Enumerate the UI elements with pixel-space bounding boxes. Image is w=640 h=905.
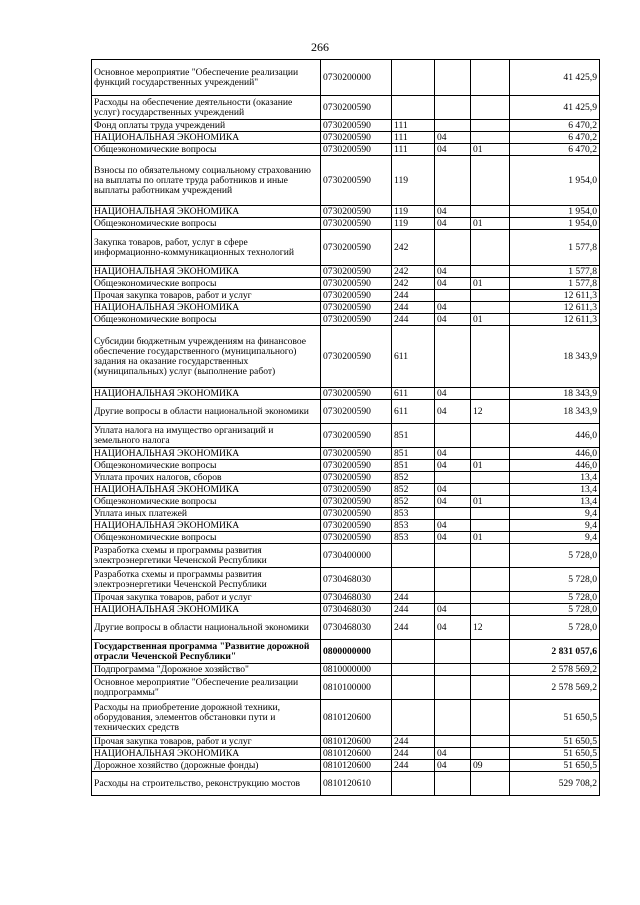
table-row [92, 664, 600, 676]
row-expense-type: 851 [392, 448, 435, 460]
row-subsection: 01 [471, 460, 510, 472]
row-target-code: 0730200590 [321, 484, 392, 496]
row-section [435, 424, 471, 448]
row-section: 04 [435, 460, 471, 472]
row-subsection: 09 [471, 760, 510, 772]
row-subsection [471, 544, 510, 568]
row-subsection [471, 156, 510, 206]
row-name: Расходы на приобретение дорожной техники, оборудования, элементов обстановки пути и технических средств [92, 700, 321, 736]
row-subsection [471, 592, 510, 604]
row-target-code: 0730200590 [321, 424, 392, 448]
row-subsection: 01 [471, 278, 510, 290]
row-target-code: 0730200590 [321, 144, 392, 156]
table-row [92, 314, 600, 326]
row-target-code: 0810120600 [321, 736, 392, 748]
row-amount: 2 578 569,2 [510, 664, 600, 676]
row-target-code: 0730200590 [321, 206, 392, 218]
row-expense-type: 853 [392, 532, 435, 544]
row-subsection [471, 736, 510, 748]
row-expense-type: 851 [392, 460, 435, 472]
row-expense-type: 611 [392, 388, 435, 400]
row-section [435, 664, 471, 676]
row-name: Общеэкономические вопросы [92, 144, 321, 156]
row-amount: 5 728,0 [510, 616, 600, 640]
row-amount: 1 577,8 [510, 230, 600, 266]
table-row [92, 676, 600, 700]
table-row [92, 604, 600, 616]
row-expense-type [392, 772, 435, 796]
row-target-code: 0730200590 [321, 508, 392, 520]
row-expense-type: 853 [392, 508, 435, 520]
table-row [92, 424, 600, 448]
row-name: Основное мероприятие "Обеспечение реализации функций государственных учреждений" [92, 60, 321, 96]
row-target-code: 0730200590 [321, 460, 392, 472]
row-section: 04 [435, 484, 471, 496]
row-name: Разработка схемы и программы развития электроэнергетики Чеченской Республики [92, 544, 321, 568]
row-target-code: 0730200590 [321, 400, 392, 424]
row-section [435, 772, 471, 796]
row-amount: 51 650,5 [510, 748, 600, 760]
row-target-code: 0810000000 [321, 664, 392, 676]
row-expense-type: 244 [392, 748, 435, 760]
row-name: Взносы по обязательному социальному страхованию на выплаты по оплате труда работников и иные выплаты работникам учреждений [92, 156, 321, 206]
row-subsection [471, 132, 510, 144]
row-amount: 18 343,9 [510, 400, 600, 424]
row-section: 04 [435, 388, 471, 400]
row-target-code: 0810120600 [321, 700, 392, 736]
row-amount: 5 728,0 [510, 604, 600, 616]
table-row [92, 302, 600, 314]
row-name: Разработка схемы и программы развития электроэнергетики Чеченской Республики [92, 568, 321, 592]
row-amount: 1 954,0 [510, 156, 600, 206]
row-section: 04 [435, 266, 471, 278]
row-target-code: 0730200590 [321, 278, 392, 290]
row-expense-type: 853 [392, 520, 435, 532]
row-amount: 6 470,2 [510, 144, 600, 156]
row-name: Подпрограмма "Дорожное хозяйство" [92, 664, 321, 676]
row-section [435, 472, 471, 484]
row-expense-type: 111 [392, 144, 435, 156]
row-expense-type: 242 [392, 266, 435, 278]
row-subsection: 01 [471, 314, 510, 326]
row-section [435, 60, 471, 96]
row-expense-type: 244 [392, 290, 435, 302]
row-target-code: 0730200590 [321, 496, 392, 508]
row-amount: 13,4 [510, 484, 600, 496]
row-amount: 1 954,0 [510, 206, 600, 218]
row-name: НАЦИОНАЛЬНАЯ ЭКОНОМИКА [92, 266, 321, 278]
row-expense-type: 242 [392, 230, 435, 266]
row-subsection [471, 748, 510, 760]
row-section [435, 544, 471, 568]
row-target-code: 0730200590 [321, 96, 392, 120]
row-expense-type: 119 [392, 218, 435, 230]
row-target-code: 0730200590 [321, 290, 392, 302]
table-row [92, 120, 600, 132]
row-expense-type: 244 [392, 604, 435, 616]
row-amount: 18 343,9 [510, 388, 600, 400]
row-target-code: 0810100000 [321, 676, 392, 700]
table-row [92, 484, 600, 496]
row-section [435, 508, 471, 520]
row-name: НАЦИОНАЛЬНАЯ ЭКОНОМИКА [92, 748, 321, 760]
table-row [92, 532, 600, 544]
row-expense-type: 244 [392, 592, 435, 604]
row-section [435, 640, 471, 664]
row-expense-type: 119 [392, 206, 435, 218]
row-section: 04 [435, 278, 471, 290]
row-name: Закупка товаров, работ, услуг в сфере информационно-коммуникационных технологий [92, 230, 321, 266]
row-section [435, 736, 471, 748]
row-section: 04 [435, 532, 471, 544]
table-row [92, 496, 600, 508]
row-amount: 9,4 [510, 532, 600, 544]
table-row [92, 230, 600, 266]
row-amount: 18 343,9 [510, 326, 600, 388]
row-section [435, 290, 471, 302]
row-subsection [471, 290, 510, 302]
row-amount: 1 577,8 [510, 266, 600, 278]
row-target-code: 0730200590 [321, 472, 392, 484]
row-name: Другие вопросы в области национальной экономики [92, 616, 321, 640]
table-row [92, 278, 600, 290]
row-subsection: 01 [471, 218, 510, 230]
row-target-code: 0730400000 [321, 544, 392, 568]
row-target-code: 0730200590 [321, 132, 392, 144]
row-subsection [471, 388, 510, 400]
row-subsection [471, 484, 510, 496]
row-subsection [471, 424, 510, 448]
table-row [92, 640, 600, 664]
table-row [92, 60, 600, 96]
table-row [92, 772, 600, 796]
row-name: Общеэкономические вопросы [92, 278, 321, 290]
row-expense-type: 611 [392, 400, 435, 424]
row-subsection [471, 640, 510, 664]
row-subsection [471, 520, 510, 532]
row-name: НАЦИОНАЛЬНАЯ ЭКОНОМИКА [92, 604, 321, 616]
row-amount: 9,4 [510, 520, 600, 532]
row-section [435, 156, 471, 206]
row-subsection [471, 568, 510, 592]
table-row [92, 760, 600, 772]
row-target-code: 0730200590 [321, 388, 392, 400]
row-section [435, 96, 471, 120]
row-name: НАЦИОНАЛЬНАЯ ЭКОНОМИКА [92, 388, 321, 400]
row-expense-type: 852 [392, 472, 435, 484]
row-target-code: 0730200000 [321, 60, 392, 96]
row-expense-type: 119 [392, 156, 435, 206]
row-target-code: 0730200590 [321, 520, 392, 532]
row-subsection [471, 700, 510, 736]
table-row [92, 156, 600, 206]
row-amount: 5 728,0 [510, 544, 600, 568]
table-row [92, 508, 600, 520]
row-target-code: 0800000000 [321, 640, 392, 664]
table-row [92, 96, 600, 120]
row-expense-type: 244 [392, 314, 435, 326]
budget-table-body [92, 60, 600, 796]
table-row [92, 520, 600, 532]
row-expense-type [392, 700, 435, 736]
row-target-code: 0730468030 [321, 604, 392, 616]
table-row [92, 144, 600, 156]
table-row [92, 736, 600, 748]
row-section [435, 568, 471, 592]
table-row [92, 460, 600, 472]
row-subsection [471, 472, 510, 484]
row-section: 04 [435, 616, 471, 640]
table-row [92, 388, 600, 400]
row-subsection [471, 206, 510, 218]
row-amount: 5 728,0 [510, 568, 600, 592]
row-name: Уплата иных платежей [92, 508, 321, 520]
row-target-code: 0730200590 [321, 266, 392, 278]
row-amount: 13,4 [510, 472, 600, 484]
row-target-code: 0810120600 [321, 748, 392, 760]
row-expense-type: 852 [392, 484, 435, 496]
row-target-code: 0730200590 [321, 314, 392, 326]
row-target-code: 0730200590 [321, 532, 392, 544]
row-name: НАЦИОНАЛЬНАЯ ЭКОНОМИКА [92, 206, 321, 218]
row-subsection: 01 [471, 144, 510, 156]
page-number: 266 [311, 40, 329, 54]
row-name: Прочая закупка товаров, работ и услуг [92, 290, 321, 302]
row-name: Государственная программа "Развитие дорожной отрасли Чеченской Республики" [92, 640, 321, 664]
row-subsection: 01 [471, 532, 510, 544]
row-section: 04 [435, 448, 471, 460]
row-name: НАЦИОНАЛЬНАЯ ЭКОНОМИКА [92, 484, 321, 496]
row-amount: 6 470,2 [510, 120, 600, 132]
row-section: 04 [435, 400, 471, 424]
row-name: НАЦИОНАЛЬНАЯ ЭКОНОМИКА [92, 448, 321, 460]
row-amount: 2 831 057,6 [510, 640, 600, 664]
row-name: НАЦИОНАЛЬНАЯ ЭКОНОМИКА [92, 520, 321, 532]
row-target-code: 0730200590 [321, 302, 392, 314]
row-name: Прочая закупка товаров, работ и услуг [92, 592, 321, 604]
table-row [92, 448, 600, 460]
row-section: 04 [435, 302, 471, 314]
table-row [92, 592, 600, 604]
row-name: Фонд оплаты труда учреждений [92, 120, 321, 132]
row-section [435, 120, 471, 132]
row-name: Основное мероприятие "Обеспечение реализации подпрограммы" [92, 676, 321, 700]
row-expense-type: 242 [392, 278, 435, 290]
row-target-code: 0810120610 [321, 772, 392, 796]
row-amount: 9,4 [510, 508, 600, 520]
budget-table [91, 59, 600, 796]
table-row [92, 544, 600, 568]
row-expense-type [392, 544, 435, 568]
row-amount: 1 577,8 [510, 278, 600, 290]
row-amount: 12 611,3 [510, 314, 600, 326]
row-expense-type: 111 [392, 120, 435, 132]
row-subsection [471, 664, 510, 676]
row-section: 04 [435, 132, 471, 144]
row-section: 04 [435, 218, 471, 230]
row-name: НАЦИОНАЛЬНАЯ ЭКОНОМИКА [92, 132, 321, 144]
row-target-code: 0810120600 [321, 760, 392, 772]
row-section: 04 [435, 748, 471, 760]
row-subsection [471, 266, 510, 278]
row-amount: 446,0 [510, 460, 600, 472]
row-expense-type: 852 [392, 496, 435, 508]
row-expense-type: 611 [392, 326, 435, 388]
row-target-code: 0730200590 [321, 230, 392, 266]
row-section [435, 592, 471, 604]
row-expense-type: 244 [392, 302, 435, 314]
row-section: 04 [435, 144, 471, 156]
row-subsection: 12 [471, 616, 510, 640]
row-name: Общеэкономические вопросы [92, 460, 321, 472]
table-row [92, 326, 600, 388]
row-expense-type [392, 640, 435, 664]
row-expense-type [392, 664, 435, 676]
row-section [435, 326, 471, 388]
table-row [92, 206, 600, 218]
row-target-code: 0730200590 [321, 448, 392, 460]
row-name: Субсидии бюджетным учреждениям на финансовое обеспечение государственного (муниципального) задания на оказание государственных (муниципальных) услуг (выполнение работ) [92, 326, 321, 388]
row-name: Расходы на строительство, реконструкцию мостов [92, 772, 321, 796]
row-subsection: 12 [471, 400, 510, 424]
row-subsection [471, 326, 510, 388]
table-row [92, 700, 600, 736]
row-subsection [471, 604, 510, 616]
row-section: 04 [435, 314, 471, 326]
row-name: Расходы на обеспечение деятельности (оказание услуг) государственных учреждений [92, 96, 321, 120]
table-row [92, 472, 600, 484]
row-expense-type [392, 676, 435, 700]
row-target-code: 0730200590 [321, 156, 392, 206]
row-subsection [471, 676, 510, 700]
row-amount: 51 650,5 [510, 736, 600, 748]
row-amount: 51 650,5 [510, 700, 600, 736]
row-amount: 13,4 [510, 496, 600, 508]
table-row [92, 132, 600, 144]
row-name: Общеэкономические вопросы [92, 532, 321, 544]
table-row [92, 290, 600, 302]
row-name: НАЦИОНАЛЬНАЯ ЭКОНОМИКА [92, 302, 321, 314]
table-row [92, 568, 600, 592]
row-name: Дорожное хозяйство (дорожные фонды) [92, 760, 321, 772]
row-section: 04 [435, 496, 471, 508]
row-target-code: 0730468030 [321, 592, 392, 604]
row-section: 04 [435, 760, 471, 772]
row-section [435, 230, 471, 266]
row-expense-type: 244 [392, 736, 435, 748]
row-amount: 12 611,3 [510, 290, 600, 302]
row-expense-type [392, 60, 435, 96]
row-subsection [471, 448, 510, 460]
row-expense-type [392, 96, 435, 120]
row-amount: 5 728,0 [510, 592, 600, 604]
row-amount: 41 425,9 [510, 96, 600, 120]
row-section: 04 [435, 520, 471, 532]
row-amount: 12 611,3 [510, 302, 600, 314]
row-section [435, 676, 471, 700]
row-name: Общеэкономические вопросы [92, 496, 321, 508]
row-target-code: 0730468030 [321, 616, 392, 640]
table-row [92, 616, 600, 640]
row-name: Общеэкономические вопросы [92, 314, 321, 326]
row-target-code: 0730468030 [321, 568, 392, 592]
row-amount: 529 708,2 [510, 772, 600, 796]
row-section: 04 [435, 604, 471, 616]
row-name: Уплата прочих налогов, сборов [92, 472, 321, 484]
table-row [92, 400, 600, 424]
row-amount: 446,0 [510, 424, 600, 448]
row-amount: 51 650,5 [510, 760, 600, 772]
row-section [435, 700, 471, 736]
row-name: Общеэкономические вопросы [92, 218, 321, 230]
row-amount: 41 425,9 [510, 60, 600, 96]
row-subsection [471, 302, 510, 314]
row-name: Прочая закупка товаров, работ и услуг [92, 736, 321, 748]
row-target-code: 0730200590 [321, 120, 392, 132]
row-target-code: 0730200590 [321, 218, 392, 230]
row-expense-type [392, 568, 435, 592]
row-name: Другие вопросы в области национальной экономики [92, 400, 321, 424]
row-subsection [471, 60, 510, 96]
row-subsection [471, 772, 510, 796]
row-subsection [471, 120, 510, 132]
row-name: Уплата налога на имущество организаций и земельного налога [92, 424, 321, 448]
row-subsection [471, 230, 510, 266]
table-row [92, 748, 600, 760]
row-target-code: 0730200590 [321, 326, 392, 388]
row-expense-type: 851 [392, 424, 435, 448]
row-expense-type: 244 [392, 760, 435, 772]
table-row [92, 218, 600, 230]
row-expense-type: 244 [392, 616, 435, 640]
row-section: 04 [435, 206, 471, 218]
row-amount: 6 470,2 [510, 132, 600, 144]
row-subsection: 01 [471, 496, 510, 508]
row-subsection [471, 96, 510, 120]
row-amount: 1 954,0 [510, 218, 600, 230]
row-amount: 2 578 569,2 [510, 676, 600, 700]
row-amount: 446,0 [510, 448, 600, 460]
table-row [92, 266, 600, 278]
row-subsection [471, 508, 510, 520]
row-expense-type: 111 [392, 132, 435, 144]
